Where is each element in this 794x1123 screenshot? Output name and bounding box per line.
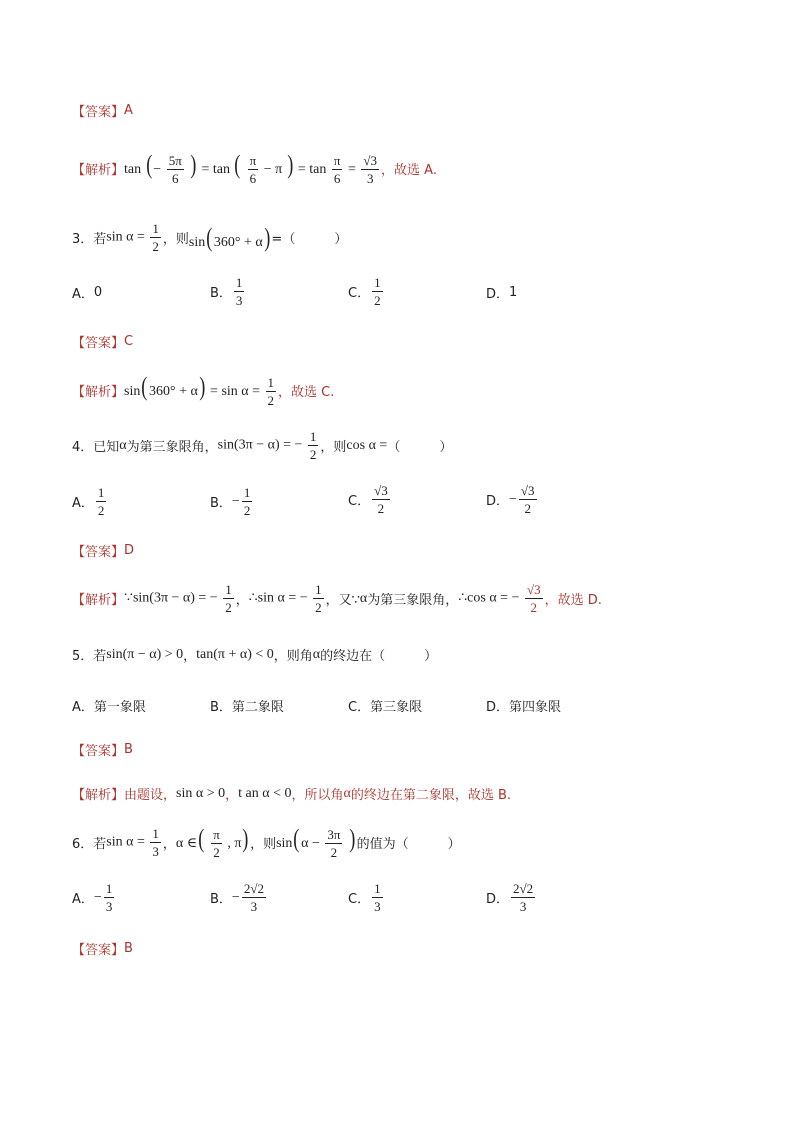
question-4: 4．已知 α 为第三象限角， sin(3π − α) = − $\frac{1}{2}$ ，则 cos α = （ ） <box>72 429 453 462</box>
answer-line-6: 【答案】 B <box>72 941 133 958</box>
solution-line-4: 【解析】 ∵sin(3π − α) = − $\frac{1}{2}$ ， ∴sin α = − $\frac{1}{2}$ ，又∵ α 为第三象限角， ∴cos α = − $\frac{√3}{2}$ ，故选 D. <box>72 582 602 615</box>
math-formula: tan (− $\frac{5\pi}{6}$ ) = tan ( $\frac{\pi}{6}$ − π ) = tan $\frac{\pi}{6}$ = $\frac{√3}{3}$ <box>124 150 378 187</box>
option-b: B． − $\frac{1}{2}$ <box>210 485 251 518</box>
answer-line-2 <box>72 101 133 120</box>
option-a: A． $\frac{1}{2}$ <box>72 485 105 518</box>
option-d: D． 第四象限 <box>486 700 562 715</box>
solution-line-3: 【解析】 sin(360° + α) = sin α = $\frac{1}{2}$ ，故选 C. <box>72 372 335 409</box>
math-formula: sin(3π − α) = − $\frac{1}{2}$ <box>217 429 317 462</box>
question-5: 5．若 sin(π − α) > 0 ， tan(π + α) < 0 ，则角 α 的终边在（ ） <box>72 646 438 664</box>
option-b: B． 第二象限 <box>210 700 284 715</box>
option-d: D． 1 <box>486 285 518 302</box>
answer-line-5: 【答案】 B <box>72 742 133 759</box>
option-a: A． 第一象限 <box>72 700 146 715</box>
option-c: C． $\frac{1}{2}$ <box>348 275 381 308</box>
question-6: 6．若 sin α = $\frac{1}{3}$ ， α ∈( $\frac{\pi}{2}$ , π) ，则 sin(α − $\frac{3\pi}{2}$ ) 的值为（ ） <box>72 824 461 861</box>
option-a: A． − $\frac{1}{3}$ <box>72 881 113 914</box>
answer-line-3: 【答案】 C <box>72 334 134 351</box>
math-formula: sin(360° + α) = sin α = $\frac{1}{2}$ <box>124 372 275 409</box>
option-d: D． − $\frac{√3}{2}$ <box>486 483 535 516</box>
math-formula: sin α = $\frac{1}{3}$ <box>106 826 159 860</box>
option-c: C． $\frac{1}{3}$ <box>348 881 381 914</box>
option-c: C． $\frac{√3}{2}$ <box>348 483 388 516</box>
option-a: A． 0 <box>72 285 103 302</box>
option-c: C． 第三象限 <box>348 700 423 715</box>
option-b: B． − $\frac{2√2}{3}$ <box>210 881 264 914</box>
math-formula: ∵sin(3π − α) = − $\frac{1}{2}$ <box>124 582 232 615</box>
answer-line-4: 【答案】 D <box>72 543 135 560</box>
answer-label: 【答案】 <box>72 105 125 120</box>
answer-value: A <box>124 103 133 118</box>
math-formula: sin α = $\frac{1}{2}$ <box>106 221 159 254</box>
option-d: D． $\frac{2√2}{3}$ <box>486 881 534 914</box>
question-3: 3．若 sin α = $\frac{1}{2}$ ，则 sin(360° + α) =（ ） <box>72 221 348 254</box>
option-b: B． $\frac{1}{3}$ <box>210 275 243 308</box>
solution-line-2 <box>72 152 437 185</box>
solution-line-5: 【解析】 由题设， sin α > 0 ， t an α < 0 ，所以角 α 的终边在第二象限， 故选 B. <box>72 785 512 803</box>
analysis-label: 【解析】 <box>72 163 125 179</box>
solution-tail: ，故选 A. <box>381 163 437 179</box>
